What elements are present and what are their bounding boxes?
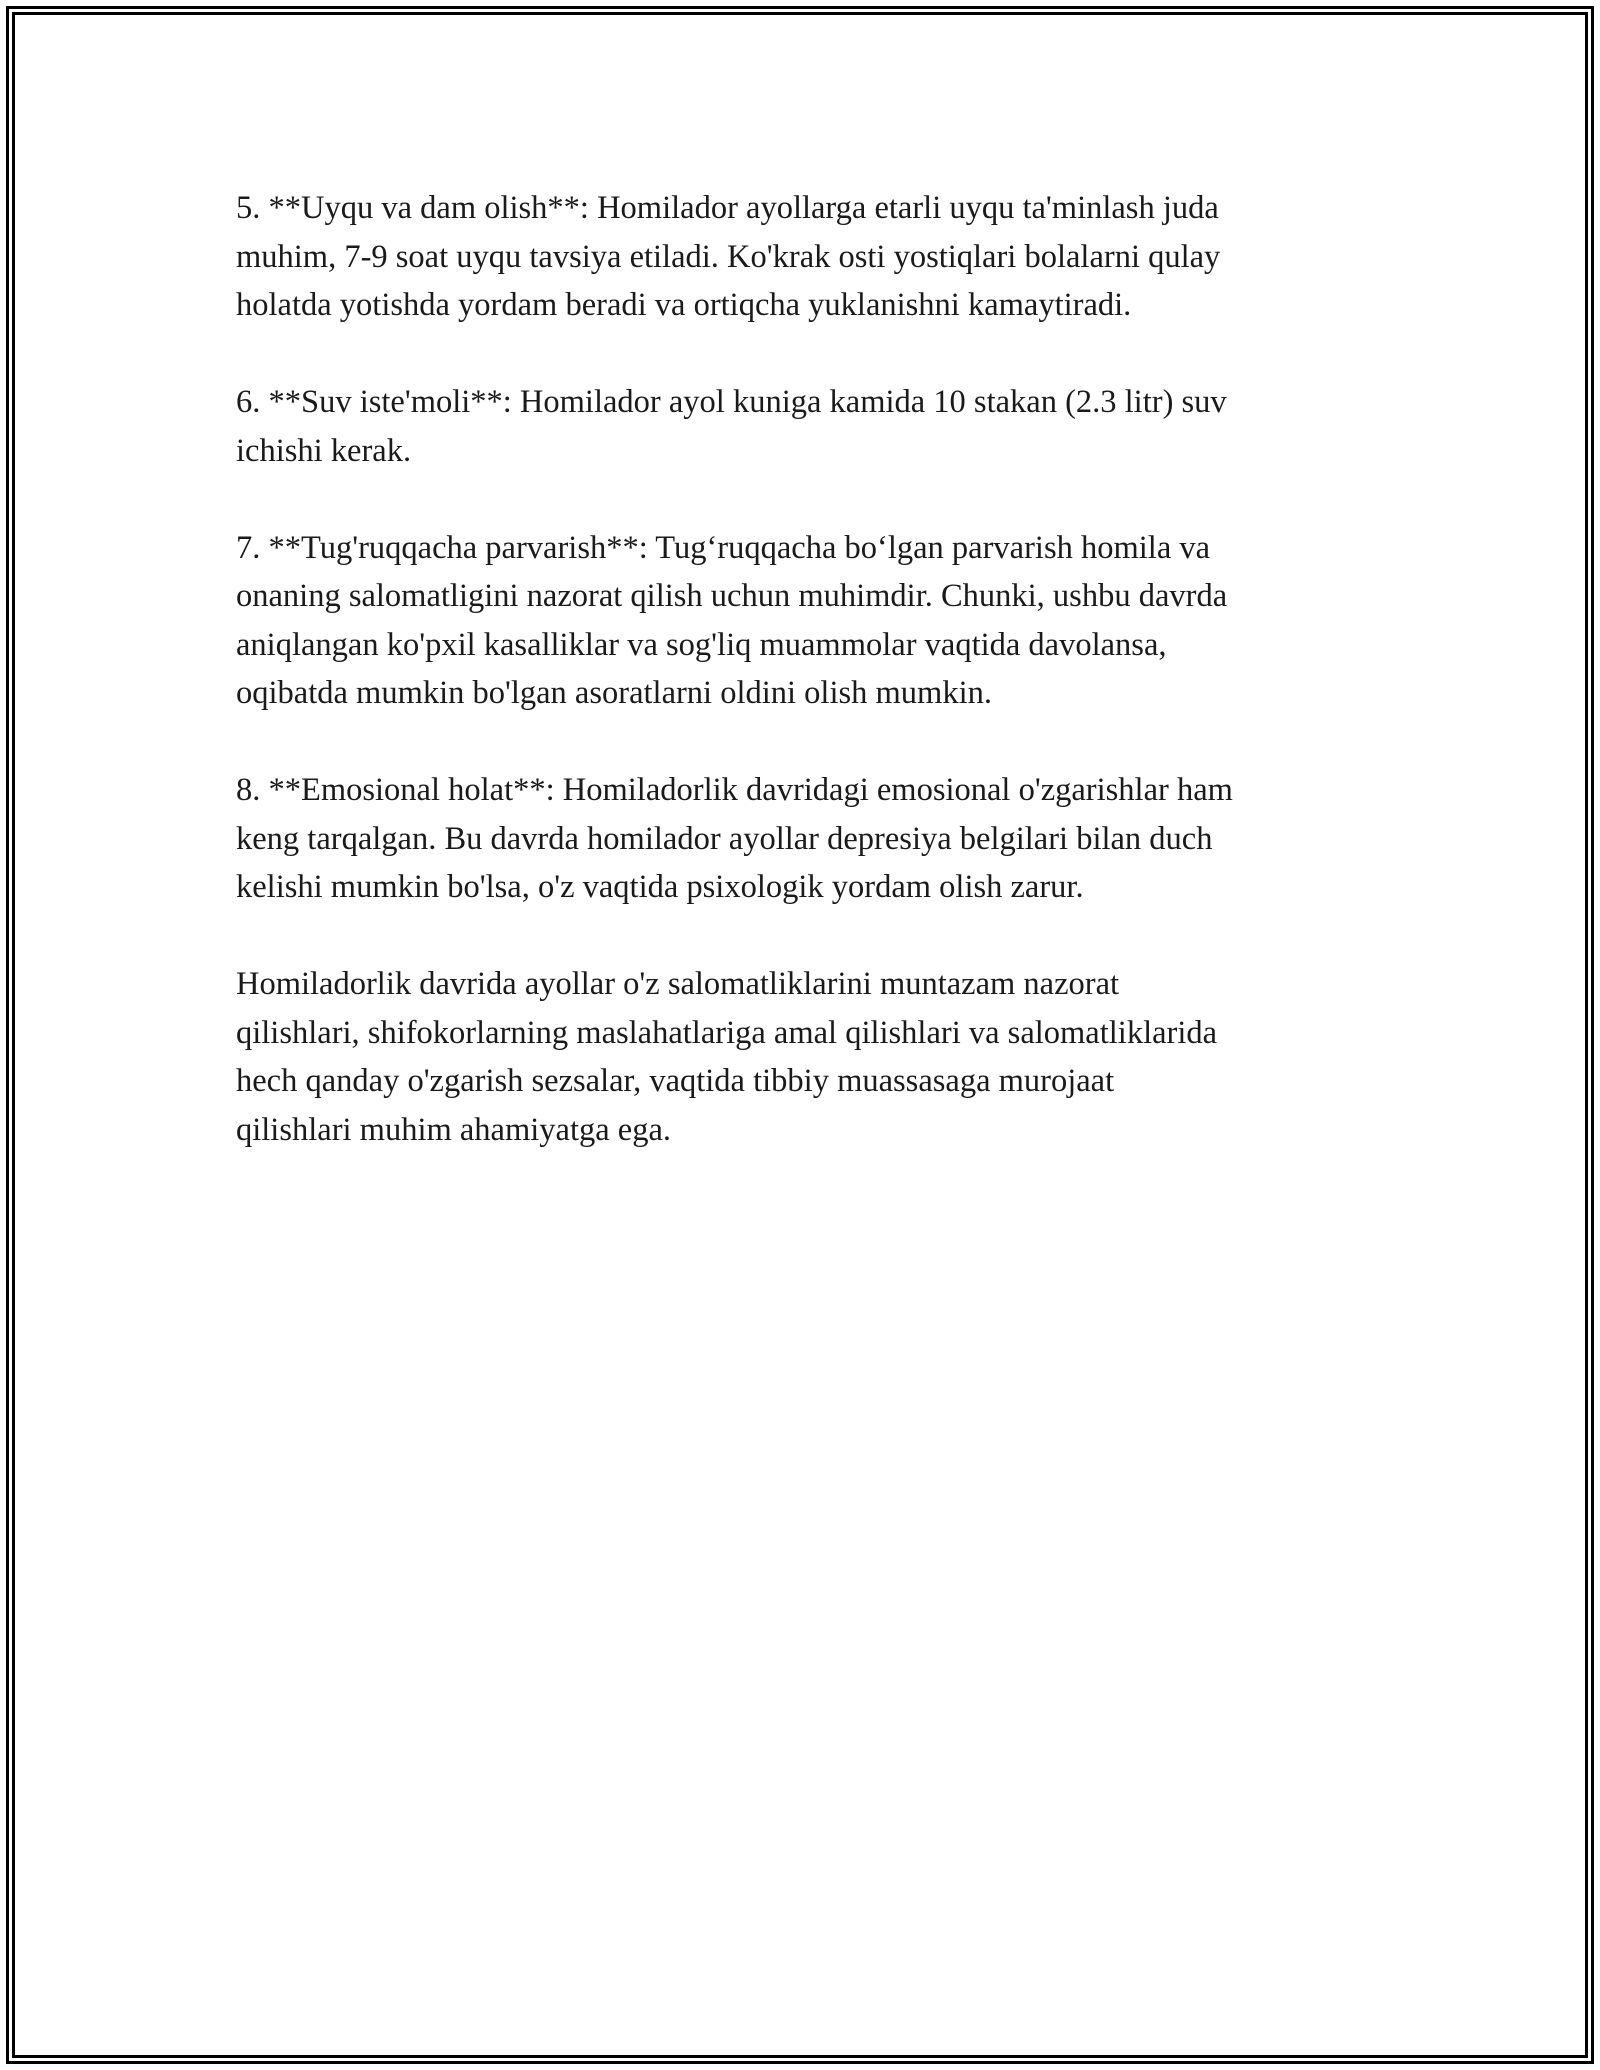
paragraph-emotional-state: 8. **Emosional holat**: Homiladorlik davridagi emosional o'zgarishlar ham keng tarqalgan. Bu davrda homilador ayollar depresiya belgilari bilan duch kelishi mumkin bo'lsa, o'z vaqtida psixologik yordam olish zarur. xyxy=(236,772,1233,905)
paragraph-sleep-rest: 5. **Uyqu va dam olish**: Homilador ayollarga etarli uyqu ta'minlash juda muhim, 7-9 soat uyqu tavsiya etiladi. Ko'krak osti yostiqlari bolalarni qulay holatda yotishda yordam beradi va ortiqcha yuklanishni kamaytiradi. xyxy=(236,190,1221,323)
document-body xyxy=(236,184,1376,1203)
paragraph-water-intake: 6. **Suv iste'moli**: Homilador ayol kuniga kamida 10 stakan (2.3 litr) suv ichishi kerak. xyxy=(236,384,1227,469)
paragraph-prenatal-care: 7. **Tug'ruqqacha parvarish**: Tug‘ruqqacha bo‘lgan parvarish homila va onaning salomatligini nazorat qilish uchun muhimdir. Chunki, ushbu davrda aniqlangan ko'pxil kasalliklar va sog'liq muammolar vaqtida davolansa, oqibatda mumkin bo'lgan asoratlarni oldini olish mumkin. xyxy=(236,529,1228,711)
paragraph-conclusion: Homiladorlik davrida ayollar o'z salomatliklarini muntazam nazorat qilishlari, shifokorlarning maslahatlariga amal qilishlari va salomatliklarida hech qanday o'zgarish sezsalar, vaqtida tibbiy muassasaga murojaat qilishlari muhim ahamiyatga ega. xyxy=(236,966,1218,1148)
